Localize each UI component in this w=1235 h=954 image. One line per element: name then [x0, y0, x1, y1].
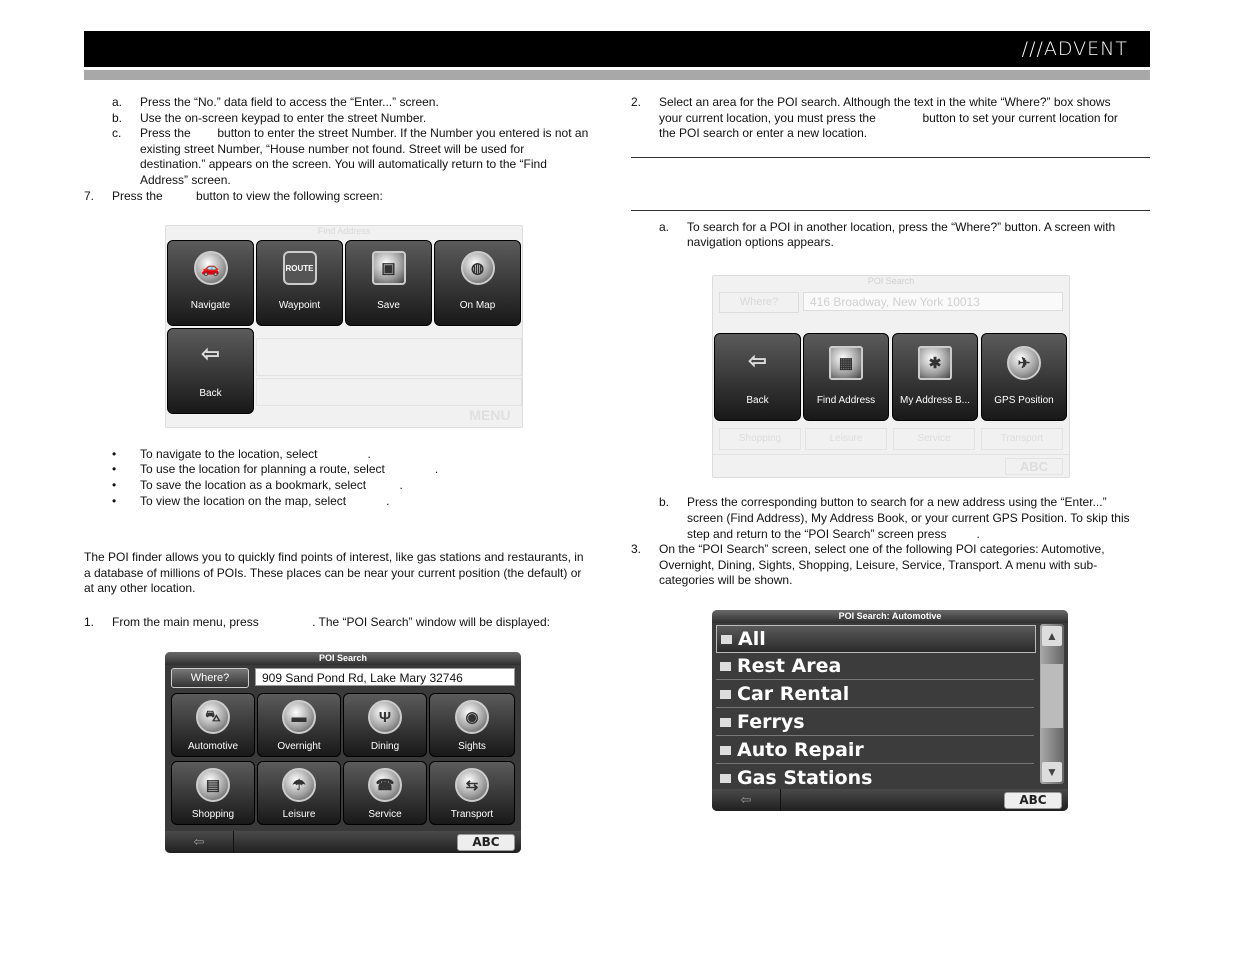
- tile-label: On Map: [459, 300, 496, 311]
- step2-line3: the POI search or enter a new location.: [659, 126, 868, 140]
- tile-label: Dining: [370, 741, 400, 752]
- car-icon: 🚗: [194, 251, 228, 285]
- tile-label: Find Address: [816, 395, 876, 406]
- step2-line1: Select an area for the POI search. Although the text in the white “Where?” box shows: [659, 95, 1111, 109]
- sub-a-line1: To search for a POI in another location, press the “Where?” button. A screen with: [687, 220, 1116, 234]
- back-tile[interactable]: [714, 333, 801, 421]
- note-divider-bottom: [631, 210, 1150, 211]
- list-item[interactable]: [716, 625, 1036, 653]
- step7-text: Press the button to view the following screen:: [112, 189, 383, 203]
- overnight-tile[interactable]: [257, 693, 341, 757]
- telephone-icon: ☎: [368, 768, 402, 802]
- step-c-line1: Press the button to enter the street Number. If the Number you entered is not an: [140, 126, 589, 140]
- note-divider-top: [631, 157, 1150, 158]
- on-map-tile[interactable]: [434, 240, 521, 326]
- tile-label: Back: [746, 395, 769, 406]
- tile-label: My Address B...: [899, 395, 971, 406]
- address-book-icon: ✱: [918, 346, 952, 380]
- faded-tile: Transport: [981, 428, 1063, 450]
- back-arrow-icon: ⇦: [201, 341, 220, 366]
- category-icon: [720, 746, 731, 755]
- tile-label: Waypoint: [278, 300, 321, 311]
- camera-icon: ◉: [455, 700, 489, 734]
- transfer-arrows-icon: ⇆: [455, 768, 489, 802]
- list-item[interactable]: [716, 737, 1034, 764]
- step-b-marker: b.: [112, 111, 123, 125]
- bullet-item: To view the location on the map, select .: [140, 494, 390, 508]
- step3-line1: On the “POI Search” screen, select one of the following POI categories: Automotive,: [659, 542, 1105, 556]
- faded-where: Where?: [719, 292, 799, 313]
- back-button[interactable]: ⇦: [712, 789, 781, 811]
- gas-pump-icon: [721, 635, 732, 644]
- screen-title: POI Search: Automotive: [712, 610, 1068, 623]
- globe-icon: ◍: [461, 251, 495, 285]
- find-address-tile[interactable]: [803, 333, 889, 421]
- bullet-glyph: •: [112, 478, 117, 492]
- step-c-line2: existing street Number, “House number not found. Street will be used for: [140, 142, 525, 156]
- faded-bottom-bar: [713, 454, 1069, 477]
- dining-tile[interactable]: [343, 693, 427, 757]
- step3-line3: categories will be shown.: [659, 573, 793, 587]
- tile-label: Back: [199, 388, 222, 399]
- sub-b-marker: b.: [659, 495, 670, 509]
- step3-marker: 3.: [631, 542, 642, 556]
- gps-position-tile[interactable]: [981, 333, 1067, 421]
- list-item-label: Car Rental: [737, 683, 850, 705]
- bullet-item: To navigate to the location, select .: [140, 447, 371, 461]
- list-item-label: Auto Repair: [737, 739, 864, 761]
- waypoint-tile[interactable]: [256, 240, 343, 326]
- header-rule: [84, 70, 1150, 80]
- car-icon: ⛍: [196, 700, 230, 734]
- step1-marker: 1.: [84, 615, 95, 629]
- bullet-glyph: •: [112, 462, 117, 476]
- fork-knife-icon: Ψ: [368, 700, 402, 734]
- list-item-label: Ferrys: [737, 711, 805, 733]
- faded-title: Find Address: [317, 226, 371, 236]
- scroll-thumb[interactable]: [1041, 664, 1063, 728]
- tile-label: Save: [377, 300, 400, 311]
- faded-tile: Service: [893, 428, 975, 450]
- find-address-menu-screenshot: [165, 225, 523, 428]
- step3-line2: Overnight, Dining, Sights, Shopping, Leisure, Service, Transport. A menu with sub-: [659, 558, 1098, 572]
- list-item[interactable]: [716, 765, 1034, 787]
- faded-panel: [256, 338, 522, 376]
- sub-b-line3: step and return to the “POI Search” screen press .: [687, 527, 980, 541]
- brand-logo: ///ADVENT: [1021, 38, 1128, 60]
- umbrella-icon: ☂: [282, 768, 316, 802]
- list-item-label: All: [738, 628, 766, 650]
- tile-label: Navigate: [190, 300, 231, 311]
- transport-tile[interactable]: [429, 761, 515, 825]
- scroll-up-icon[interactable]: ▲: [1042, 626, 1062, 646]
- abc-button[interactable]: ABC: [457, 834, 515, 851]
- abc-button[interactable]: ABC: [1004, 792, 1062, 809]
- category-icon: [720, 718, 731, 727]
- bullet-glyph: •: [112, 447, 117, 461]
- step1-text: From the main menu, press . The “POI Search” window will be displayed:: [112, 615, 550, 629]
- my-address-book-tile[interactable]: [892, 333, 978, 421]
- bullet-item: To use the location for planning a route, select .: [140, 462, 439, 476]
- poi-paragraph-line1: The POI finder allows you to quickly find points of interest, like gas stations and restaurants, in: [84, 550, 584, 564]
- poi-paragraph-line3: at any other location.: [84, 581, 196, 595]
- scrollbar[interactable]: [1040, 624, 1064, 784]
- bed-icon: ▬: [282, 700, 316, 734]
- list-item[interactable]: [716, 709, 1034, 736]
- category-icon: [720, 690, 731, 699]
- address-field[interactable]: 909 Sand Pond Rd, Lake Mary 32746: [255, 668, 515, 686]
- save-tile[interactable]: [345, 240, 432, 326]
- step-a-marker: a.: [112, 95, 123, 109]
- poi-automotive-list-screenshot: [712, 610, 1068, 811]
- sub-a-marker: a.: [659, 220, 670, 234]
- poi-search-screenshot: [165, 652, 521, 853]
- where-button[interactable]: Where?: [171, 668, 249, 688]
- step-c-line4: Address” screen.: [140, 173, 231, 187]
- automotive-tile[interactable]: [171, 693, 255, 757]
- sub-b-line1: Press the corresponding button to search for a new address using the “Enter...”: [687, 495, 1107, 509]
- step-c-marker: c.: [112, 126, 122, 140]
- step7-marker: 7.: [84, 189, 95, 203]
- tile-label: Sights: [458, 741, 486, 752]
- route-shield-icon: ROUTE: [283, 251, 317, 285]
- service-tile[interactable]: [343, 761, 427, 825]
- floppy-disk-icon: ▣: [372, 251, 406, 285]
- faded-address: 416 Broadway, New York 10013: [803, 292, 1063, 311]
- navigate-tile[interactable]: [167, 240, 254, 326]
- shopping-tile[interactable]: [171, 761, 255, 825]
- tile-label: Overnight: [277, 741, 321, 752]
- header-bar: [84, 31, 1150, 67]
- step-b-text: Use the on-screen keypad to enter the street Number.: [140, 111, 427, 125]
- sights-tile[interactable]: [429, 693, 515, 757]
- where-options-screenshot: [712, 275, 1070, 478]
- tile-label: Service: [368, 809, 402, 820]
- screen-title: POI Search: [165, 652, 521, 665]
- sub-a-line2: navigation options appears.: [687, 235, 834, 249]
- faded-tile: Leisure: [805, 428, 887, 450]
- faded-tile: Shopping: [719, 428, 801, 450]
- back-button[interactable]: ⇦: [165, 831, 234, 853]
- notepad-icon: ▦: [829, 346, 863, 380]
- tile-label: Transport: [450, 809, 494, 820]
- step-c-line3: destination.” appears on the screen. You will automatically return to the “Find: [140, 157, 547, 171]
- tile-label: GPS Position: [994, 395, 1054, 406]
- sub-b-line2: screen (Find Address), My Address Book, or your current GPS Position. To skip this: [687, 511, 1130, 525]
- bottom-bar: [712, 789, 1068, 811]
- shopping-bag-icon: ▤: [196, 768, 230, 802]
- faded-panel: [256, 378, 522, 406]
- leisure-tile[interactable]: [257, 761, 341, 825]
- step-a-text: Press the “No.” data field to access the “Enter...” screen.: [140, 95, 439, 109]
- category-icon: [720, 662, 731, 671]
- tile-label: Shopping: [191, 809, 235, 820]
- tile-label: Automotive: [187, 741, 239, 752]
- faded-title: POI Search: [867, 276, 915, 286]
- gas-pump-icon: [720, 774, 731, 783]
- step2-line2: your current location, you must press the button to set your current location for: [659, 111, 1118, 125]
- faded-abc-button: ABC: [1005, 458, 1063, 475]
- bottom-bar: [165, 831, 521, 853]
- list-item-label: Gas Stations: [737, 767, 873, 787]
- menu-button[interactable]: MENU: [469, 407, 511, 423]
- back-tile[interactable]: [167, 328, 254, 414]
- scroll-down-icon[interactable]: ▼: [1042, 762, 1062, 782]
- tile-label: Leisure: [282, 809, 316, 820]
- back-arrow-icon: ⇦: [748, 348, 767, 373]
- bullet-glyph: •: [112, 494, 117, 508]
- list-item[interactable]: [716, 653, 1034, 680]
- satellite-car-icon: ✈: [1007, 346, 1041, 380]
- bullet-item: To save the location as a bookmark, select .: [140, 478, 403, 492]
- poi-paragraph-line2: a database of millions of POIs. These places can be near your current position (the default) or: [84, 566, 582, 580]
- step2-marker: 2.: [631, 95, 642, 109]
- list-item-label: Rest Area: [737, 655, 842, 677]
- list-item[interactable]: [716, 681, 1034, 708]
